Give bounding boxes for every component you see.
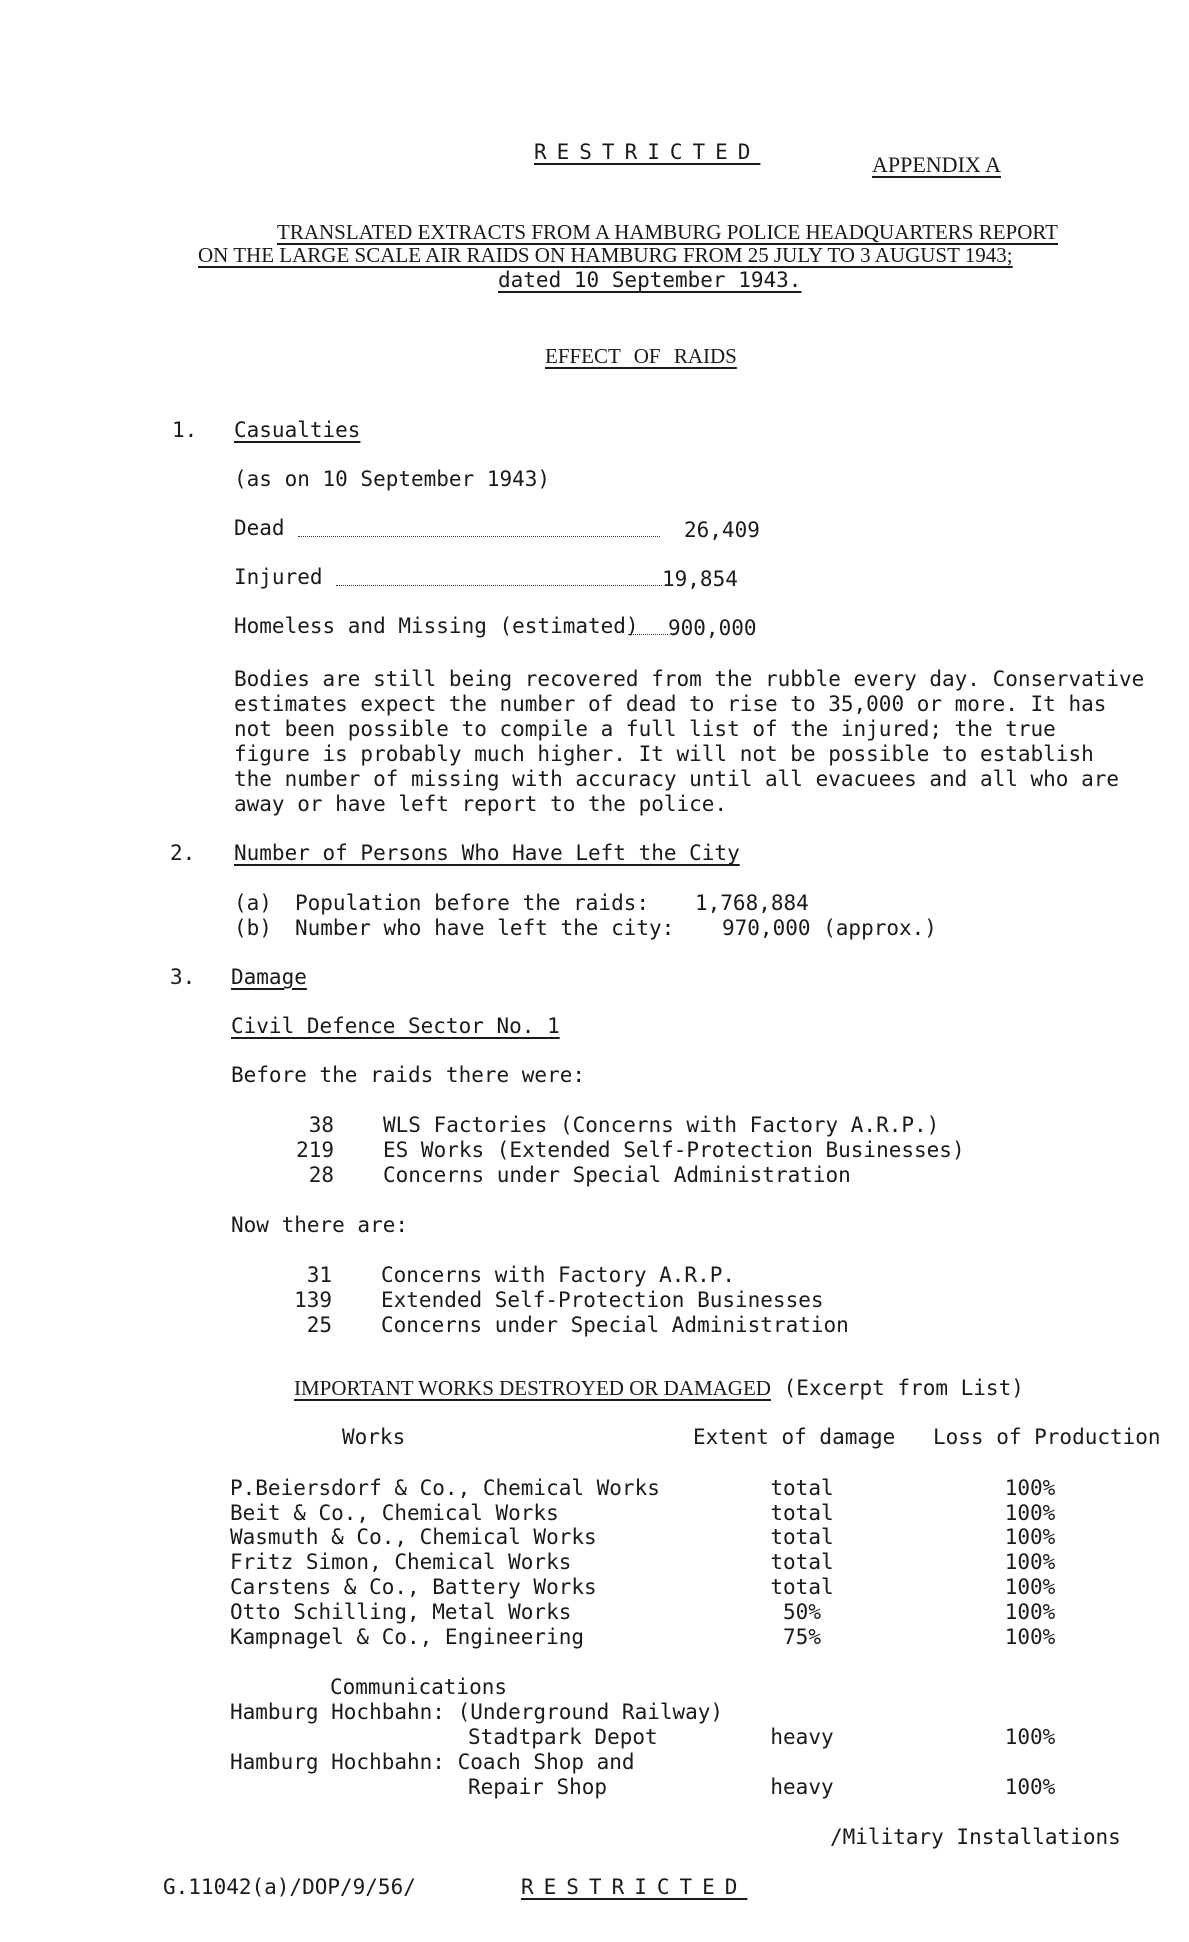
now-desc-special: Concerns under Special Administration — [381, 1313, 849, 1337]
before-desc-special: Concerns under Special Administration — [383, 1163, 851, 1187]
now-there-are-label: Now there are: — [231, 1213, 409, 1237]
works-row-loss: 100% — [1004, 1575, 1056, 1599]
works-row-name: P.Beiersdorf & Co., Chemical Works — [230, 1476, 660, 1500]
paragraph-line: Bodies are still being recovered from the rubble every day. Conservative — [234, 667, 1145, 691]
works-row-extent: total — [770, 1550, 834, 1574]
works-row-loss: 100% — [1004, 1501, 1056, 1525]
persons-label-a: Population before the raids: — [295, 891, 650, 915]
column-header-loss: Loss of Production — [933, 1425, 1161, 1449]
persons-value-a: 1,768,884 — [695, 891, 809, 915]
casualty-label-injured: Injured — [234, 565, 323, 589]
document-reference: G.11042(a)/DOP/9/56/ — [163, 1875, 416, 1899]
before-count-special: 28 — [308, 1163, 334, 1187]
title-line-1: TRANSLATED EXTRACTS FROM A HAMBURG POLICE HEADQUARTERS REPORT — [277, 220, 1058, 244]
persons-value-b: 970,000 (approx.) — [722, 916, 937, 940]
works-row-extent: total — [770, 1575, 834, 1599]
paragraph-line: not been possible to compile a full list of the injured; the true — [234, 717, 1056, 741]
before-count-es: 219 — [296, 1138, 334, 1162]
now-desc-arp: Concerns with Factory A.R.P. — [381, 1263, 736, 1287]
now-count-esp: 139 — [294, 1288, 332, 1312]
paragraph-line: estimates expect the number of dead to rise to 35,000 or more. It has — [234, 692, 1107, 716]
comm-row-line2: Repair Shop — [468, 1775, 608, 1799]
works-heading-underlined: IMPORTANT WORKS DESTROYED OR DAMAGED — [294, 1376, 771, 1400]
works-row-name: Beit & Co., Chemical Works — [230, 1501, 559, 1525]
works-heading — [294, 1376, 1024, 1401]
persons-marker-a: (a) — [234, 891, 272, 915]
section-title: EFFECT OF RAIDS — [545, 344, 737, 368]
persons-label-b: Number who have left the city: — [295, 916, 675, 940]
works-row-name: Wasmuth & Co., Chemical Works — [230, 1525, 597, 1549]
before-desc-es: ES Works (Extended Self-Protection Businesses) — [383, 1138, 965, 1162]
paragraph-line: away or have left report to the police. — [234, 792, 728, 816]
works-row-loss: 100% — [1004, 1550, 1056, 1574]
comm-row-line1: Hamburg Hochbahn: Coach Shop and — [230, 1750, 635, 1774]
column-header-extent: Extent of damage — [693, 1425, 896, 1449]
comm-row-loss: 100% — [1004, 1725, 1056, 1749]
works-row-extent: total — [770, 1476, 834, 1500]
now-count-special: 25 — [306, 1313, 332, 1337]
works-row-extent: 50% — [783, 1600, 821, 1624]
communications-label: Communications — [330, 1675, 508, 1699]
works-row-loss: 100% — [1004, 1476, 1056, 1500]
paragraph-line: the number of missing with accuracy until all evacuees and all who are — [234, 767, 1120, 791]
comm-row-extent: heavy — [770, 1725, 834, 1749]
casualty-value-homeless: 900,000 — [668, 616, 757, 640]
works-row-name: Carstens & Co., Battery Works — [230, 1575, 597, 1599]
before-desc-wls: WLS Factories (Concerns with Factory A.R.P.) — [383, 1113, 940, 1137]
works-row-name: Otto Schilling, Metal Works — [230, 1600, 572, 1624]
casualty-label-dead: Dead — [234, 516, 285, 540]
works-row-extent: total — [770, 1525, 834, 1549]
civil-defence-sector: Civil Defence Sector No. 1 — [231, 1014, 560, 1038]
appendix-label: APPENDIX A — [872, 152, 1001, 177]
works-row-loss: 100% — [1004, 1625, 1056, 1649]
works-row-name: Kampnagel & Co., Engineering — [230, 1625, 585, 1649]
section-number-1: 1. — [172, 418, 198, 442]
title-line-2: ON THE LARGE SCALE AIR RAIDS ON HAMBURG FROM 25 JULY TO 3 AUGUST 1943; — [198, 243, 1013, 267]
casualties-paragraph — [234, 667, 1144, 817]
comm-row-extent: heavy — [770, 1775, 834, 1799]
dotted-leader — [298, 536, 660, 537]
casualties-heading: Casualties — [234, 418, 361, 442]
now-desc-esp: Extended Self-Protection Businesses — [381, 1288, 824, 1312]
works-row-extent: 75% — [783, 1625, 821, 1649]
comm-row-line2: Stadtpark Depot — [468, 1725, 658, 1749]
continuation-note: /Military Installations — [830, 1825, 1121, 1849]
section-number-3: 3. — [170, 965, 196, 989]
persons-marker-b: (b) — [234, 916, 272, 940]
dotted-leader — [628, 634, 668, 635]
works-row-loss: 100% — [1004, 1525, 1056, 1549]
section-number-2: 2. — [170, 841, 196, 865]
title-line-3: dated 10 September 1943. — [498, 268, 802, 292]
casualty-label-homeless: Homeless and Missing (estimated) — [234, 614, 639, 638]
before-raids-label: Before the raids there were: — [231, 1063, 586, 1087]
paragraph-line: figure is probably much higher. It will not be possible to establish — [234, 742, 1094, 766]
works-row-name: Fritz Simon, Chemical Works — [230, 1550, 572, 1574]
comm-row-loss: 100% — [1004, 1775, 1056, 1799]
casualties-as-on: (as on 10 September 1943) — [234, 467, 551, 491]
casualty-value-dead: 26,409 — [684, 518, 760, 542]
restricted-header: RESTRICTED — [534, 140, 761, 164]
works-row-loss: 100% — [1004, 1600, 1056, 1624]
restricted-footer: RESTRICTED — [521, 1875, 748, 1899]
column-header-works: Works — [342, 1425, 406, 1449]
before-count-wls: 38 — [308, 1113, 334, 1137]
now-count-arp: 31 — [306, 1263, 332, 1287]
works-row-extent: total — [770, 1501, 834, 1525]
works-heading-excerpt: (Excerpt from List) — [783, 1376, 1024, 1400]
persons-left-heading: Number of Persons Who Have Left the City — [234, 841, 740, 865]
comm-row-line1: Hamburg Hochbahn: (Underground Railway) — [230, 1700, 724, 1724]
dotted-leader — [336, 585, 662, 586]
damage-heading: Damage — [231, 965, 307, 989]
casualty-value-injured: 19,854 — [662, 567, 738, 591]
